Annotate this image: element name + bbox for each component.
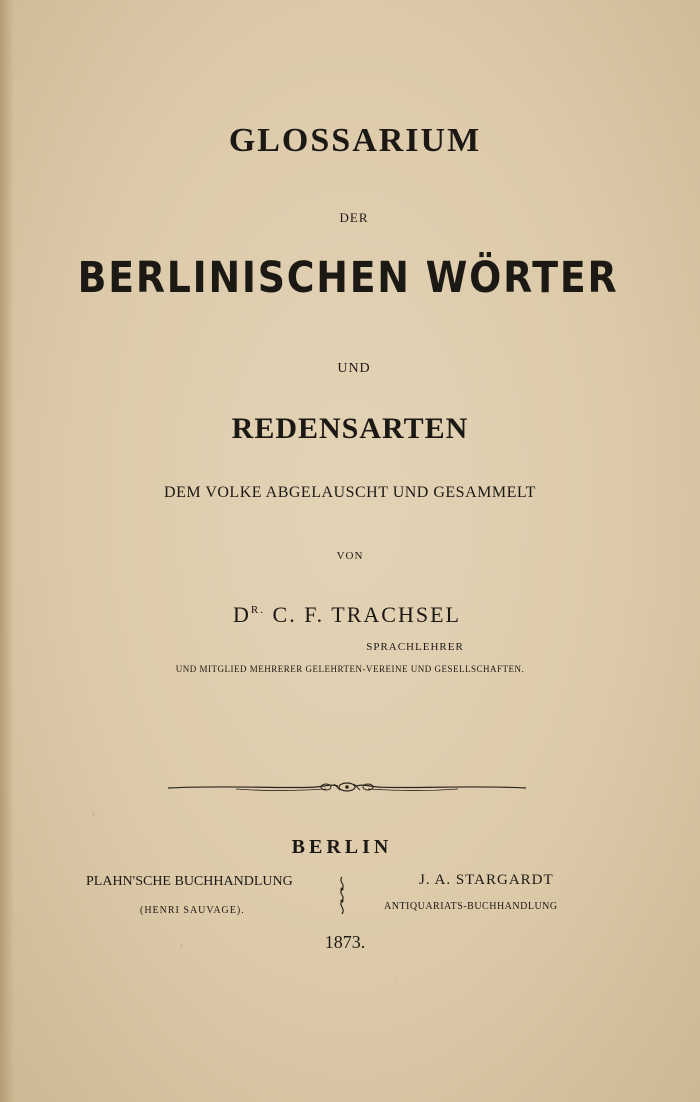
title-der: DER <box>339 210 369 225</box>
author-role: SPRACHLEHRER <box>366 641 464 653</box>
ornamental-divider-icon <box>336 876 348 916</box>
publisher-left-sub: (HENRI SAUVAGE). <box>140 905 245 916</box>
paper-speck <box>395 980 397 982</box>
title-und: UND <box>337 361 371 376</box>
author-membership: UND MITGLIED MEHRERER GELEHRTEN-VEREINE UND GESELLSCHAFTEN. <box>175 664 525 674</box>
ornament-rule-icon <box>166 776 528 798</box>
title-berlinischen-woerter: BERLINISCHEN WÖRTER <box>77 253 619 303</box>
author-initials-surname: C. F. TRACHSEL <box>265 602 461 627</box>
author-prefix-sup: R. <box>250 604 266 616</box>
publisher-left-name: PLAHN'SCHE BUCHHANDLUNG <box>86 874 293 889</box>
publication-year: 1873. <box>324 932 366 952</box>
author-prefix: D <box>233 602 251 627</box>
publisher-city: BERLIN <box>291 836 393 858</box>
publisher-right-name: J. A. STARGARDT <box>419 872 554 888</box>
title-glossarium: GLOSSARIUM <box>228 122 482 159</box>
paper-speck <box>92 813 95 816</box>
subtitle: DEM VOLKE ABGELAUSCHT UND GESAMMELT <box>164 484 536 501</box>
publisher-right-sub: ANTIQUARIATS-BUCHHANDLUNG <box>384 901 558 912</box>
title-redensarten: REDENSARTEN <box>231 412 469 445</box>
von-label: VON <box>336 550 364 562</box>
author-name <box>0 602 697 628</box>
